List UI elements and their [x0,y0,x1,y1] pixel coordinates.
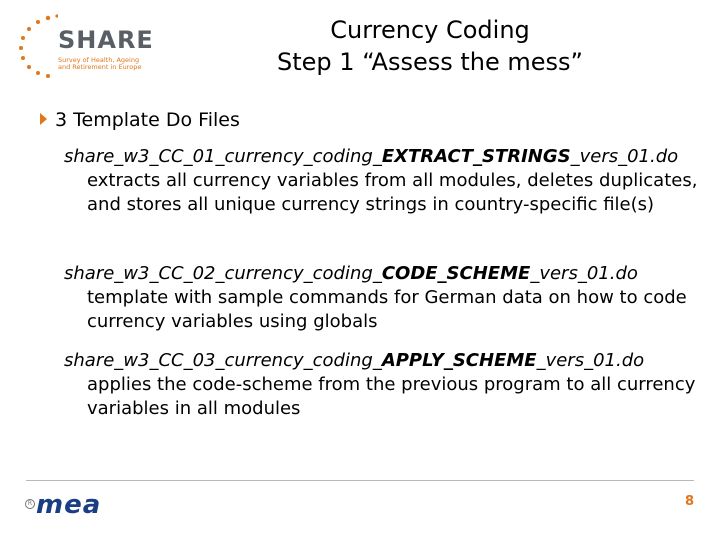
logo-word: SHARE [58,26,154,54]
file-description: extracts all currency variables from all modules, deletes duplicates, and stores all unique currency strings in country-specific file(s) [87,170,698,215]
mea-logo: mea [36,490,102,520]
file-name: share_w3_CC_03_currency_coding_APPLY_SCHEME_vers_01.do [64,350,645,371]
bullet-text: 3 Template Do Files [55,109,240,131]
share-logo [14,10,154,80]
file-entry [64,145,704,217]
file-description: applies the code-scheme from the previous program to all currency variables in all modules [87,374,696,419]
triangle-bullet-icon [40,113,47,125]
file-entry [64,349,704,421]
logo-subtitle: Survey of Health, Ageing and Retirement in Europe [58,56,142,71]
file-name: share_w3_CC_02_currency_coding_CODE_SCHEME_vers_01.do [64,263,638,284]
title-line-2: Step 1 “Assess the mess” [277,48,583,76]
stars-icon [14,10,58,80]
footer-divider [26,480,694,481]
registered-icon: R [25,499,35,509]
page-number: 8 [684,494,694,509]
slide-title [200,14,660,78]
bullet-heading [40,108,240,132]
file-entry [64,262,704,334]
file-name: share_w3_CC_01_currency_coding_EXTRACT_STRINGS_vers_01.do [64,146,679,167]
title-line-1: Currency Coding [330,16,530,44]
file-description: template with sample commands for German data on how to code currency variables using globals [87,287,687,332]
